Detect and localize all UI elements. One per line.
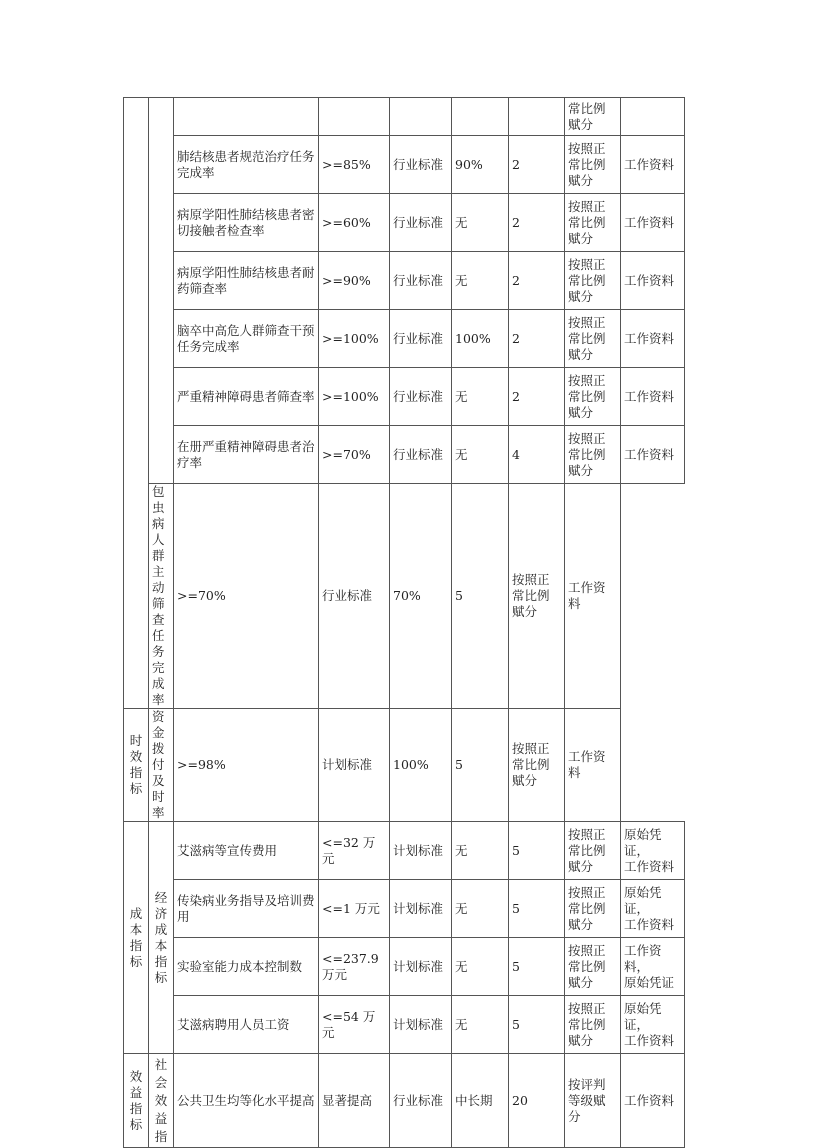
table-row (124, 368, 685, 426)
evidence-cell: 工作资料 (565, 709, 621, 822)
scoring-method-cell: 按照正 常比例 赋分 (509, 484, 565, 709)
level2-economic-cost-label: 经 济 成 本 指 标 (149, 822, 174, 1054)
evidence-cell: 工作资料 (621, 194, 685, 252)
target-value-cell: >=70% (319, 426, 390, 484)
table-row (124, 709, 685, 822)
weight-cell: 2 (509, 310, 565, 368)
level2-timeliness-label: 时 效 指 标 (124, 709, 149, 822)
scoring-method-cell: 按照正 常比例 赋分 (565, 252, 621, 310)
table-row (124, 484, 685, 709)
level1-cell-continued (124, 98, 149, 709)
scoring-method-cell: 按照正 常比例 赋分 (565, 996, 621, 1054)
historical-value-cell: 无 (452, 194, 509, 252)
table-row (124, 1054, 685, 1148)
level1-cost-label: 成 本 指 标 (124, 822, 149, 1054)
evidence-cell (621, 98, 685, 136)
standard-cell: 行业标准 (390, 194, 452, 252)
historical-value-cell: 无 (452, 426, 509, 484)
weight-cell: 2 (509, 252, 565, 310)
level2-cell-continued (149, 98, 174, 484)
indicator-name-cell: 严重精神障碍患者筛查率 (174, 368, 319, 426)
historical-value-cell: 无 (452, 996, 509, 1054)
table-row (124, 136, 685, 194)
historical-value-cell: 无 (452, 880, 509, 938)
standard-cell: 计划标准 (390, 880, 452, 938)
evidence-cell: 工作资料， 原始凭证 (621, 938, 685, 996)
weight-cell: 20 (509, 1054, 565, 1148)
indicator-name-cell: 肺结核患者规范治疗任务完成率 (174, 136, 319, 194)
indicator-name-cell: 传染病业务指导及培训费用 (174, 880, 319, 938)
indicator-name-cell: 艾滋病等宣传费用 (174, 822, 319, 880)
standard-cell: 行业标准 (390, 1054, 452, 1148)
standard-cell: 计划标准 (319, 709, 390, 822)
weight-cell: 5 (509, 938, 565, 996)
scoring-method-cell: 按照正 常比例 赋分 (565, 310, 621, 368)
historical-value-cell: 100% (390, 709, 452, 822)
standard-cell: 计划标准 (390, 938, 452, 996)
indicator-name-cell: 病原学阳性肺结核患者密切接触者检查率 (174, 194, 319, 252)
scoring-method-cell: 常比例 赋分 (565, 98, 621, 136)
weight-cell: 4 (509, 426, 565, 484)
evidence-cell: 工作资料 (565, 484, 621, 709)
scoring-method-cell: 按照正 常比例 赋分 (509, 709, 565, 822)
target-value-cell: >=70% (174, 484, 319, 709)
standard-cell: 行业标准 (390, 252, 452, 310)
table-row (124, 880, 685, 938)
standard-cell: 计划标准 (390, 822, 452, 880)
indicator-name-cell: 脑卒中高危人群筛查干预任务完成率 (174, 310, 319, 368)
standard-cell: 行业标准 (390, 136, 452, 194)
weight-cell (509, 98, 565, 136)
target-value-cell: >=85% (319, 136, 390, 194)
indicator-name-cell: 病原学阳性肺结核患者耐药筛查率 (174, 252, 319, 310)
indicator-name-cell (174, 98, 319, 136)
evidence-cell: 工作资料 (621, 136, 685, 194)
indicator-name-cell: 实验室能力成本控制数 (174, 938, 319, 996)
standard-cell: 行业标准 (319, 484, 390, 709)
indicator-name-cell: 资金拨付及时率 (149, 709, 174, 822)
evidence-cell: 工作资料 (621, 426, 685, 484)
historical-value-cell: 90% (452, 136, 509, 194)
table-row-continuation (124, 98, 685, 136)
target-value-cell: <=1 万元 (319, 880, 390, 938)
scoring-method-cell: 按照正 常比例 赋分 (565, 368, 621, 426)
scoring-method-cell: 按照正 常比例 赋分 (565, 880, 621, 938)
table-row (124, 194, 685, 252)
scoring-method-cell: 按照正 常比例 赋分 (565, 822, 621, 880)
indicator-name-cell: 艾滋病聘用人员工资 (174, 996, 319, 1054)
evidence-cell: 工作资料 (621, 310, 685, 368)
table-row (124, 822, 685, 880)
weight-cell: 5 (452, 709, 509, 822)
weight-cell: 2 (509, 136, 565, 194)
weight-cell: 5 (452, 484, 509, 709)
target-value-cell: <=237.9 万元 (319, 938, 390, 996)
evidence-cell: 原始凭证， 工作资料 (621, 822, 685, 880)
target-value-cell: <=54 万元 (319, 996, 390, 1054)
standard-cell: 行业标准 (390, 426, 452, 484)
scoring-method-cell: 按照正 常比例 赋分 (565, 136, 621, 194)
target-value-cell: >=98% (174, 709, 319, 822)
evidence-cell: 工作资料 (621, 1054, 685, 1148)
historical-value-cell: 无 (452, 822, 509, 880)
evidence-cell: 工作资料 (621, 368, 685, 426)
target-value-cell: >=100% (319, 368, 390, 426)
indicator-name-cell: 在册严重精神障碍患者治疗率 (174, 426, 319, 484)
target-value-cell: <=32 万元 (319, 822, 390, 880)
performance-indicator-table (123, 97, 685, 1148)
target-value-cell: >=90% (319, 252, 390, 310)
scoring-method-cell: 按照正 常比例 赋分 (565, 194, 621, 252)
target-value-cell (319, 98, 390, 136)
historical-value-cell: 无 (452, 368, 509, 426)
table-row (124, 310, 685, 368)
indicator-name-cell: 包虫病人群主动筛查任务完成率 (149, 484, 174, 709)
weight-cell: 5 (509, 880, 565, 938)
historical-value-cell: 70% (390, 484, 452, 709)
historical-value-cell (452, 98, 509, 136)
table-row (124, 996, 685, 1054)
target-value-cell: >=100% (319, 310, 390, 368)
scoring-method-cell: 按照正 常比例 赋分 (565, 938, 621, 996)
standard-cell: 计划标准 (390, 996, 452, 1054)
level1-benefit-label: 效 益 指 标 (124, 1054, 149, 1148)
evidence-cell: 工作资料 (621, 252, 685, 310)
table-row (124, 252, 685, 310)
scoring-method-cell: 按评判 等级赋 分 (565, 1054, 621, 1148)
target-value-cell: 显著提高 (319, 1054, 390, 1148)
table-row (124, 426, 685, 484)
standard-cell: 行业标准 (390, 368, 452, 426)
evidence-cell: 原始凭证， 工作资料 (621, 996, 685, 1054)
target-value-cell: >=60% (319, 194, 390, 252)
weight-cell: 5 (509, 822, 565, 880)
standard-cell: 行业标准 (390, 310, 452, 368)
weight-cell: 2 (509, 368, 565, 426)
table-row (124, 938, 685, 996)
weight-cell: 5 (509, 996, 565, 1054)
historical-value-cell: 无 (452, 252, 509, 310)
scoring-method-cell: 按照正 常比例 赋分 (565, 426, 621, 484)
historical-value-cell: 中长期 (452, 1054, 509, 1148)
evidence-cell: 原始凭证， 工作资料 (621, 880, 685, 938)
standard-cell (390, 98, 452, 136)
historical-value-cell: 100% (452, 310, 509, 368)
historical-value-cell: 无 (452, 938, 509, 996)
level2-social-benefit-label: 社 会 效 益 指 (149, 1054, 174, 1148)
indicator-name-cell: 公共卫生均等化水平提高 (174, 1054, 319, 1148)
weight-cell: 2 (509, 194, 565, 252)
